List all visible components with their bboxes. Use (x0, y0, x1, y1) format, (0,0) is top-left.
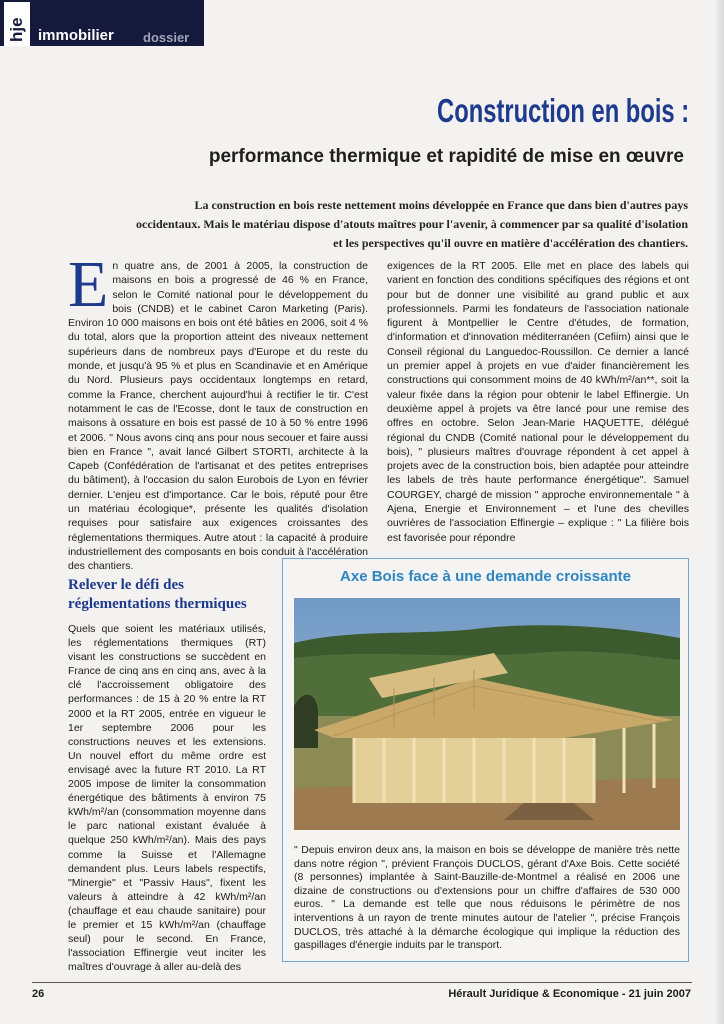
section-label: immobilier (38, 27, 114, 44)
article-lead (58, 196, 688, 253)
publication-info: Hérault Juridique & Economique - 21 juin 2007 (448, 988, 691, 1000)
section-subheading: Relever le défi des réglementations thermiques (68, 577, 247, 612)
page-number: 26 (32, 988, 45, 1000)
lead-line: et les perspectives qu'il ouvre en matière d'accélération des chantiers. (333, 236, 688, 250)
footer-divider (32, 982, 692, 983)
category-label: dossier (143, 30, 190, 45)
body-column-left (68, 248, 368, 574)
lead-line: La construction en bois reste nettement moins développée en France que dans bien d'autres pays (194, 198, 688, 212)
wooden-house-photo (294, 598, 680, 830)
sidebar-box (282, 558, 689, 962)
body-column-right: exigences de la RT 2005. Elle met en place des labels qui varient en fonction des conditions spécifiques des régions et ont pour but de donner une visibilité au grand public et aux professionnels. Parmi les fondateurs de l'association nationale figurent à Montpellier le Centre d'études, de formation, d'information et d'innovation méditerranéen (Cefiim) ainsi que le Conseil régional du Languedoc-Roussillon. Ce dernier a lancé un premier appel à projets en vue d'aider financièrement les constructions qui consomment moins de 40 kWh/m²/an**, soit la valeur fixée dans la région pour obtenir le label Effinergie. Un deuxième appel à projets va être lancé pour une remise des offres en octobre. Selon Jean-Marie HAQUETTE, délégué régional du CNDB (Comité national pour le développement du bois), " plusieurs maîtres d'ouvrage répondent à cet appel à projets avec de la construction bois, bien adaptée pour atteindre les labels de très haute performance énergétique". Samuel COURGEY, chargé de mission " approche environnementale " à Ajena, Energie et Environnement – et l'une des chevilles ouvrières de l'association Effinergie – explique : " La filière bois est favorisée pour répondre (387, 260, 689, 544)
lead-line: occidentaux. Mais le matériau dispose d'atouts maîtres pour l'avenir, à commencer par sa qualité d'isolation (136, 217, 688, 231)
body-paragraph: n quatre ans, de 2001 à 2005, la construction de maisons en bois a progressé de 46 % en France, selon le Comité national pour le développement du bois (CNDB) et le cabinet Caron Marketing (Paris). Environ 10 000 maisons en bois ont été bâties en 2006, soit 4 % du total, alors que la proportion atteint des niveaux nettement supérieurs dans de nombreux pays d'Europe et du reste du monde, et jusqu'à 95 % et plus en Scandinavie et en Amérique du Nord. Plusieurs pays occidentaux longtemps en retard, comme la France, cherchent aujourd'hui à rectifier le tir. C'est notamment le cas de l'Ecosse, dont le taux de construction en maisons à ossature en bois est passé de 10 à 50 % entre 1996 et 2006. " Nous avons cinq ans pour nous secouer et faire aussi bien en France ", avait lancé Gilbert STORTI, architecte à la Capeb (Confédération de l'artisanat et des petites entreprises du bâtiment), à l'occasion du salon Eurobois de Lyon en février dernier. L'enjeu est d'importance. Car le bois, réputé pour être un matériau écologique*, présente les qualités d'isolation requises pour satisfaire aux exigences croissantes des réglementations thermiques. Autre atout : la capacité à produire industriellement des composants en bois conduit à l'accélération des chantiers. (68, 260, 368, 573)
section-header (0, 0, 204, 46)
page-edge (716, 0, 724, 1024)
article-subtitle: performance thermique et rapidité de mise en œuvre (208, 146, 684, 167)
magazine-logo: hje (4, 2, 30, 46)
sidebar-text: " Depuis environ deux ans, la maison en bois se développe de manière très nette dans notre région ", prévient François DUCLOS, gérant d'Axe Bois. Cette société (8 personnes) implantée à Saint-Bauzille-de-Montmel a réalisé en 2006 une dizaine de constructions ou d'extensions pour un chiffre d'affaires de 530 000 euros. " La demande est telle que nous réduisons le périmètre de nos interventions à un rayon de trente minutes autour de l'atelier ", précise François DUCLOS, très attaché à la démarche écologique qui implique la réduction des gaspillages d'énergie induits par le transport. (294, 844, 680, 952)
article-title: Construction en bois : (436, 92, 689, 129)
drop-cap: E (68, 248, 109, 321)
sidebar-title: Axe Bois face à une demande croissante (340, 568, 631, 585)
body-column-left-continued: Quels que soient les matériaux utilisés, les réglementations thermiques (RT) visant les constructions se succèdent en France de cinq ans en cinq ans, avec à la clé l'accroissement obligatoire des performances : de 15 à 20 % entre la RT 2000 et la RT 2005, entrée en vigueur le 1er septembre 2006 pour les constructions neuves et les extensions. Un nouvel effort du même ordre est envisagé avec la future RT 2010. La RT 2005 impose de limiter la consommation énergétique des bâtiments à environ 75 kWh/m²/an (consommation moyenne dans le parc national existant évaluée à quelque 250 kWh/m²/an). Mais des pays comme la Suisse et l'Allemagne demandent plus. Leurs labels respectifs, "Minergie" et "Passiv Haus", fixent les valeurs à atteindre à 42 kWh/m²/an (chauffage et eau chaude sanitaire) pour le premier et 15 kWh/m²/an (chauffage seul) pour le second. En France, l'association Effinergie veut inciter les maîtres d'ouvrage à aller au-delà des (68, 623, 266, 974)
